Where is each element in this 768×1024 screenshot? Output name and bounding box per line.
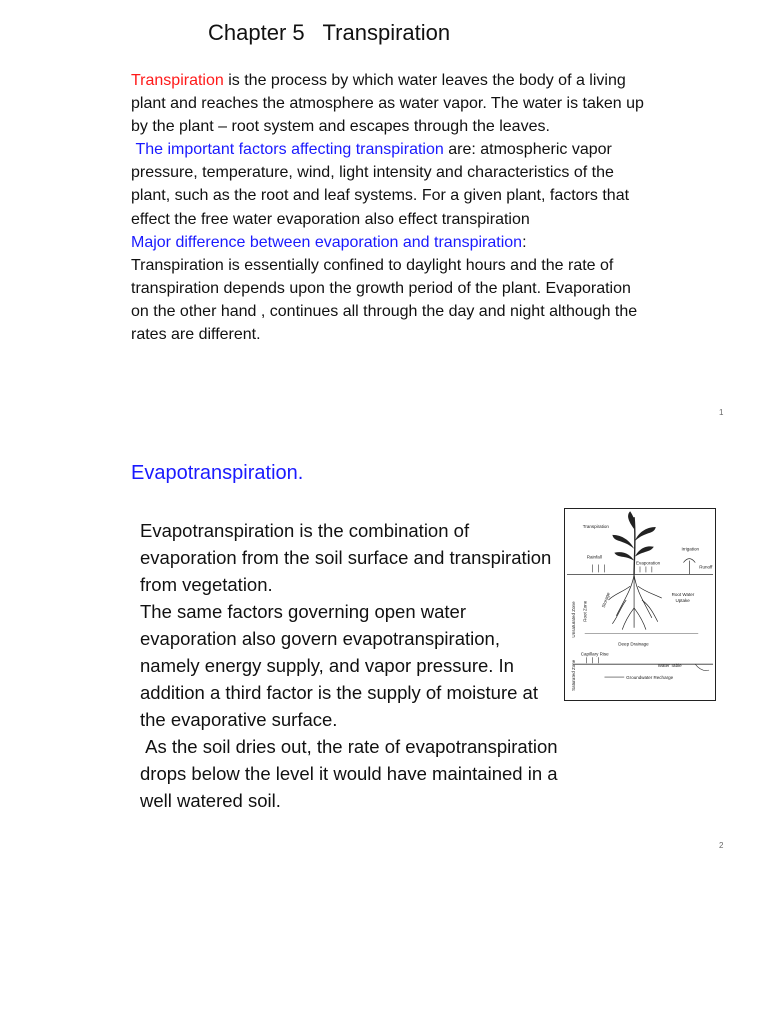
- page-number-1: 1: [719, 408, 724, 417]
- factors-paragraph: [131, 138, 651, 230]
- evapotranspiration-diagram: [564, 508, 716, 701]
- paragraph-factors: The same factors governing open water evaporation also govern evapotranspiration, namely energy supply, and vapor pressure. In addition a third factor is the supply of moisture at the evaporative surface.: [140, 601, 538, 730]
- evapotranspiration-heading: Evapotranspiration.: [131, 462, 304, 484]
- label-irrigation: Irrigation: [681, 546, 700, 552]
- label-root-water: Root Water: [671, 592, 695, 598]
- label-rainfall: Rainfall: [586, 554, 602, 560]
- transpiration-term: Transpiration: [131, 72, 224, 89]
- transpiration-definition: is the process by which water leaves the body of a living plant and reaches the atmosphere as water vapor. The water is taken up by the plant – root system and escapes through the leaves.: [131, 72, 644, 136]
- chapter-title: Chapter 5 Transpiration: [208, 20, 451, 45]
- label-evaporation: Evaporation: [636, 560, 661, 566]
- difference-heading-line: [131, 231, 651, 254]
- evaporation-arrows: [640, 567, 652, 573]
- label-transpiration: Transpiration: [582, 524, 609, 530]
- label-capillary-rise: Capillary Rise: [580, 651, 609, 657]
- diagram-svg: [565, 509, 715, 700]
- leaf-left-2: [614, 552, 634, 560]
- difference-term: Major difference between evaporation and transpiration: [131, 233, 523, 251]
- label-unsaturated-zone: Unsaturated Zone: [570, 601, 576, 638]
- label-root-zone: Root Zone: [582, 600, 588, 622]
- label-deep-drainage: Deep Drainage: [618, 641, 649, 647]
- stream-bank: [695, 664, 709, 670]
- label-water-table: Water Table: [657, 663, 682, 669]
- transpiration-text-block: [131, 69, 651, 346]
- label-saturated-zone: Saturated Zone: [570, 659, 576, 691]
- leaf-right-2: [635, 546, 654, 556]
- difference-colon: :: [522, 233, 527, 251]
- label-uptake: Uptake: [675, 598, 690, 604]
- paragraph-definition: Evapotranspiration is the combination of evaporation from the soil surface and transpiration from vegetation.: [140, 520, 552, 595]
- leaf-right-1: [635, 527, 656, 541]
- transpiration-definition-paragraph: [131, 69, 651, 138]
- label-storage: Storage: [600, 591, 611, 609]
- difference-text: Transpiration is essentially confined to daylight hours and the rate of transpiration depends upon the growth period of the plant. Evaporation on the other hand , continues all through the day and night although the rates are different.: [131, 256, 638, 344]
- irrigation-sprinkler: [683, 559, 695, 575]
- page-number-2: 2: [719, 841, 724, 850]
- rainfall-arrows: [593, 565, 605, 573]
- capillary-arrows: [587, 657, 599, 663]
- leaf-top: [628, 511, 635, 529]
- factors-text: are: atmospheric vapor pressure, temperature, wind, light intensity and characteristics of the plant, such as the root and leaf systems. For a given plant, factors that effect the free water evaporation also effect transpiration: [131, 141, 630, 228]
- evapotranspiration-text-block: [140, 517, 563, 814]
- factors-term: The important factors affecting transpiration: [135, 141, 444, 159]
- plant-roots: [608, 574, 661, 629]
- label-runoff: Runoff: [699, 564, 713, 570]
- leaf-left-1: [612, 535, 634, 549]
- label-groundwater-recharge: Groundwater Recharge: [626, 675, 674, 681]
- paragraph-soil-dries: As the soil dries out, the rate of evapotranspiration drops below the level it would have maintained in a well watered soil.: [140, 736, 563, 811]
